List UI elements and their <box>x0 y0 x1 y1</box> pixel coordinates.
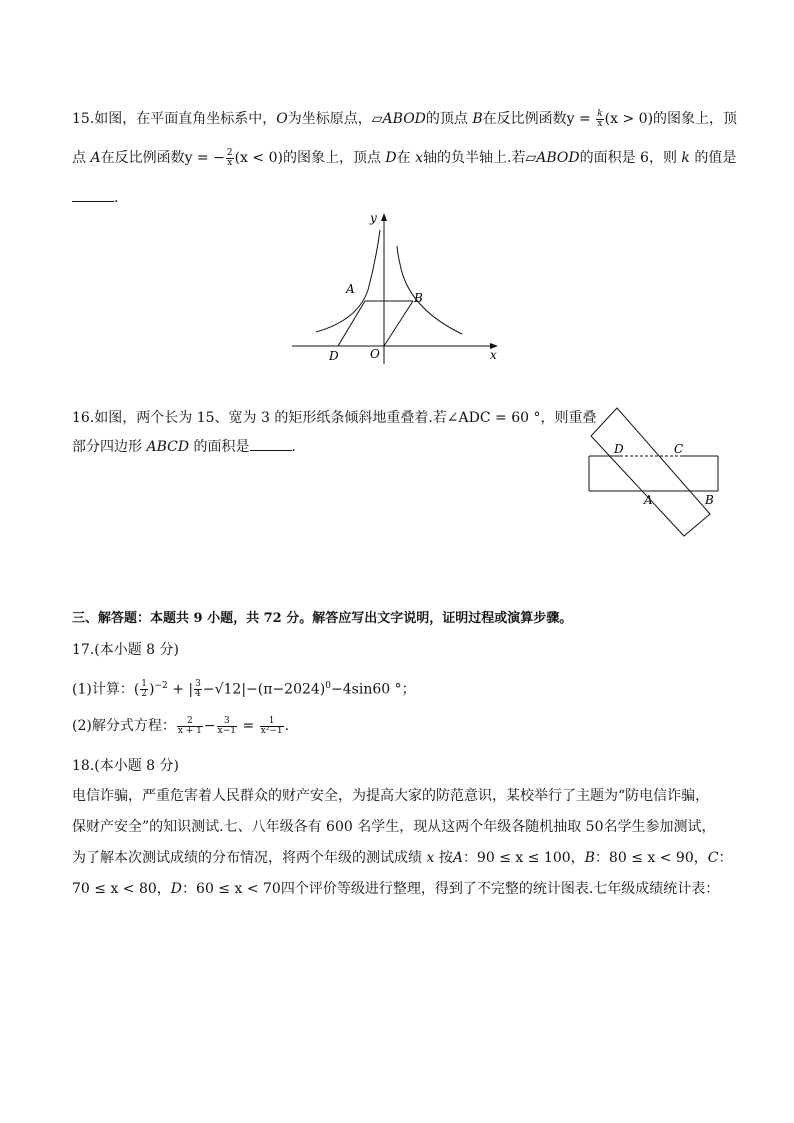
q16-line1: 16.如图，两个长为 15、宽为 3 的矩形纸条倾斜地重叠着.若∠ADC = 60 °，则重叠 <box>72 410 597 426</box>
fraction-2-over-x: $\frac{2}{x}$ <box>226 147 233 168</box>
segment-BO <box>384 301 413 346</box>
label-O: O <box>370 347 380 361</box>
answer-blank-15[interactable] <box>72 189 114 202</box>
label-B: B <box>414 291 423 305</box>
label-D16: D <box>614 442 624 456</box>
q18-para-line1: 电信诈骗，严重危害着人民群众的财产安全，为提高大家的防范意识，某校举行了主题为“防电信诈骗， <box>72 788 710 804</box>
q16-line2: 部分四边形 ABCD 的面积是 . <box>72 439 296 455</box>
label-D: D <box>329 349 339 363</box>
label-y: y <box>370 211 377 225</box>
label-C16: C <box>674 442 684 456</box>
y-axis-arrow-icon <box>381 213 387 221</box>
q15-line3: . <box>72 188 118 208</box>
label-A16: A <box>644 493 653 507</box>
section-3-heading: 三、解答题：本题共 9 小题，共 72 分。解答应写出文字说明，证明过程或演算步骤。 <box>72 611 573 626</box>
figure-16-overlapping-strips <box>584 404 724 540</box>
fraction-k-over-x: $\frac{k}{x}$ <box>597 108 603 129</box>
q15-line1: 15.如图，在平面直角坐标系中，O为坐标原点，▱ABOD的顶点 B在反比例函数y = $\frac{k}{x}$ (x > 0)的图象上，顶 <box>72 108 738 129</box>
answer-blank-16[interactable] <box>250 438 292 451</box>
curve-y-neg2-over-x <box>316 230 380 332</box>
q18-title: 18.(本小题 8 分) <box>72 758 179 774</box>
q18-para-line2: 保财产安全”的知识测试.七、八年级各有 600 名学生，现从这两个年级各随机抽取 50名学生参加测试， <box>72 819 716 835</box>
figure-15-coordinate-graph <box>288 208 504 368</box>
label-x: x <box>490 348 497 362</box>
q17-title: 17.(本小题 8 分) <box>72 642 179 658</box>
q18-para-line4: 70 ≤ x < 80，D：60 ≤ x < 70四个评价等级进行整理，得到了不完整的统计图表.七年级成绩统计表： <box>72 881 720 897</box>
label-B16: B <box>705 493 714 507</box>
tilted-strip <box>591 408 710 536</box>
q17-part2: (2)解分式方程： $\frac{2}{x + 1}$ − $\frac{3}{x-1}$ = $\frac{1}{\text{x²−1}}$ . <box>72 715 290 736</box>
curve-y-k-over-x <box>400 264 462 334</box>
label-A: A <box>346 282 355 296</box>
segment-AD <box>338 301 365 346</box>
q17-part1: (1)计算：( $\frac{1}{2}$ )$^{-2}$ + | $\frac{3}{4}$ $-√12|-(\pi-2024)^0-4\sin 60$ °； <box>72 679 416 700</box>
q18-para-line3: 为了解本次测试成绩的分布情况，将两个年级的测试成绩 x 按A：90 ≤ x ≤ 100，B：80 ≤ x < 90，C： <box>72 850 733 866</box>
q15-line2: 点 A在反比例函数y = − $\frac{2}{x}$ (x < 0)的图象上，顶点 D在 x轴的负半轴上.若▱ABOD的面积是 6，则 k 的值是 <box>72 147 737 168</box>
